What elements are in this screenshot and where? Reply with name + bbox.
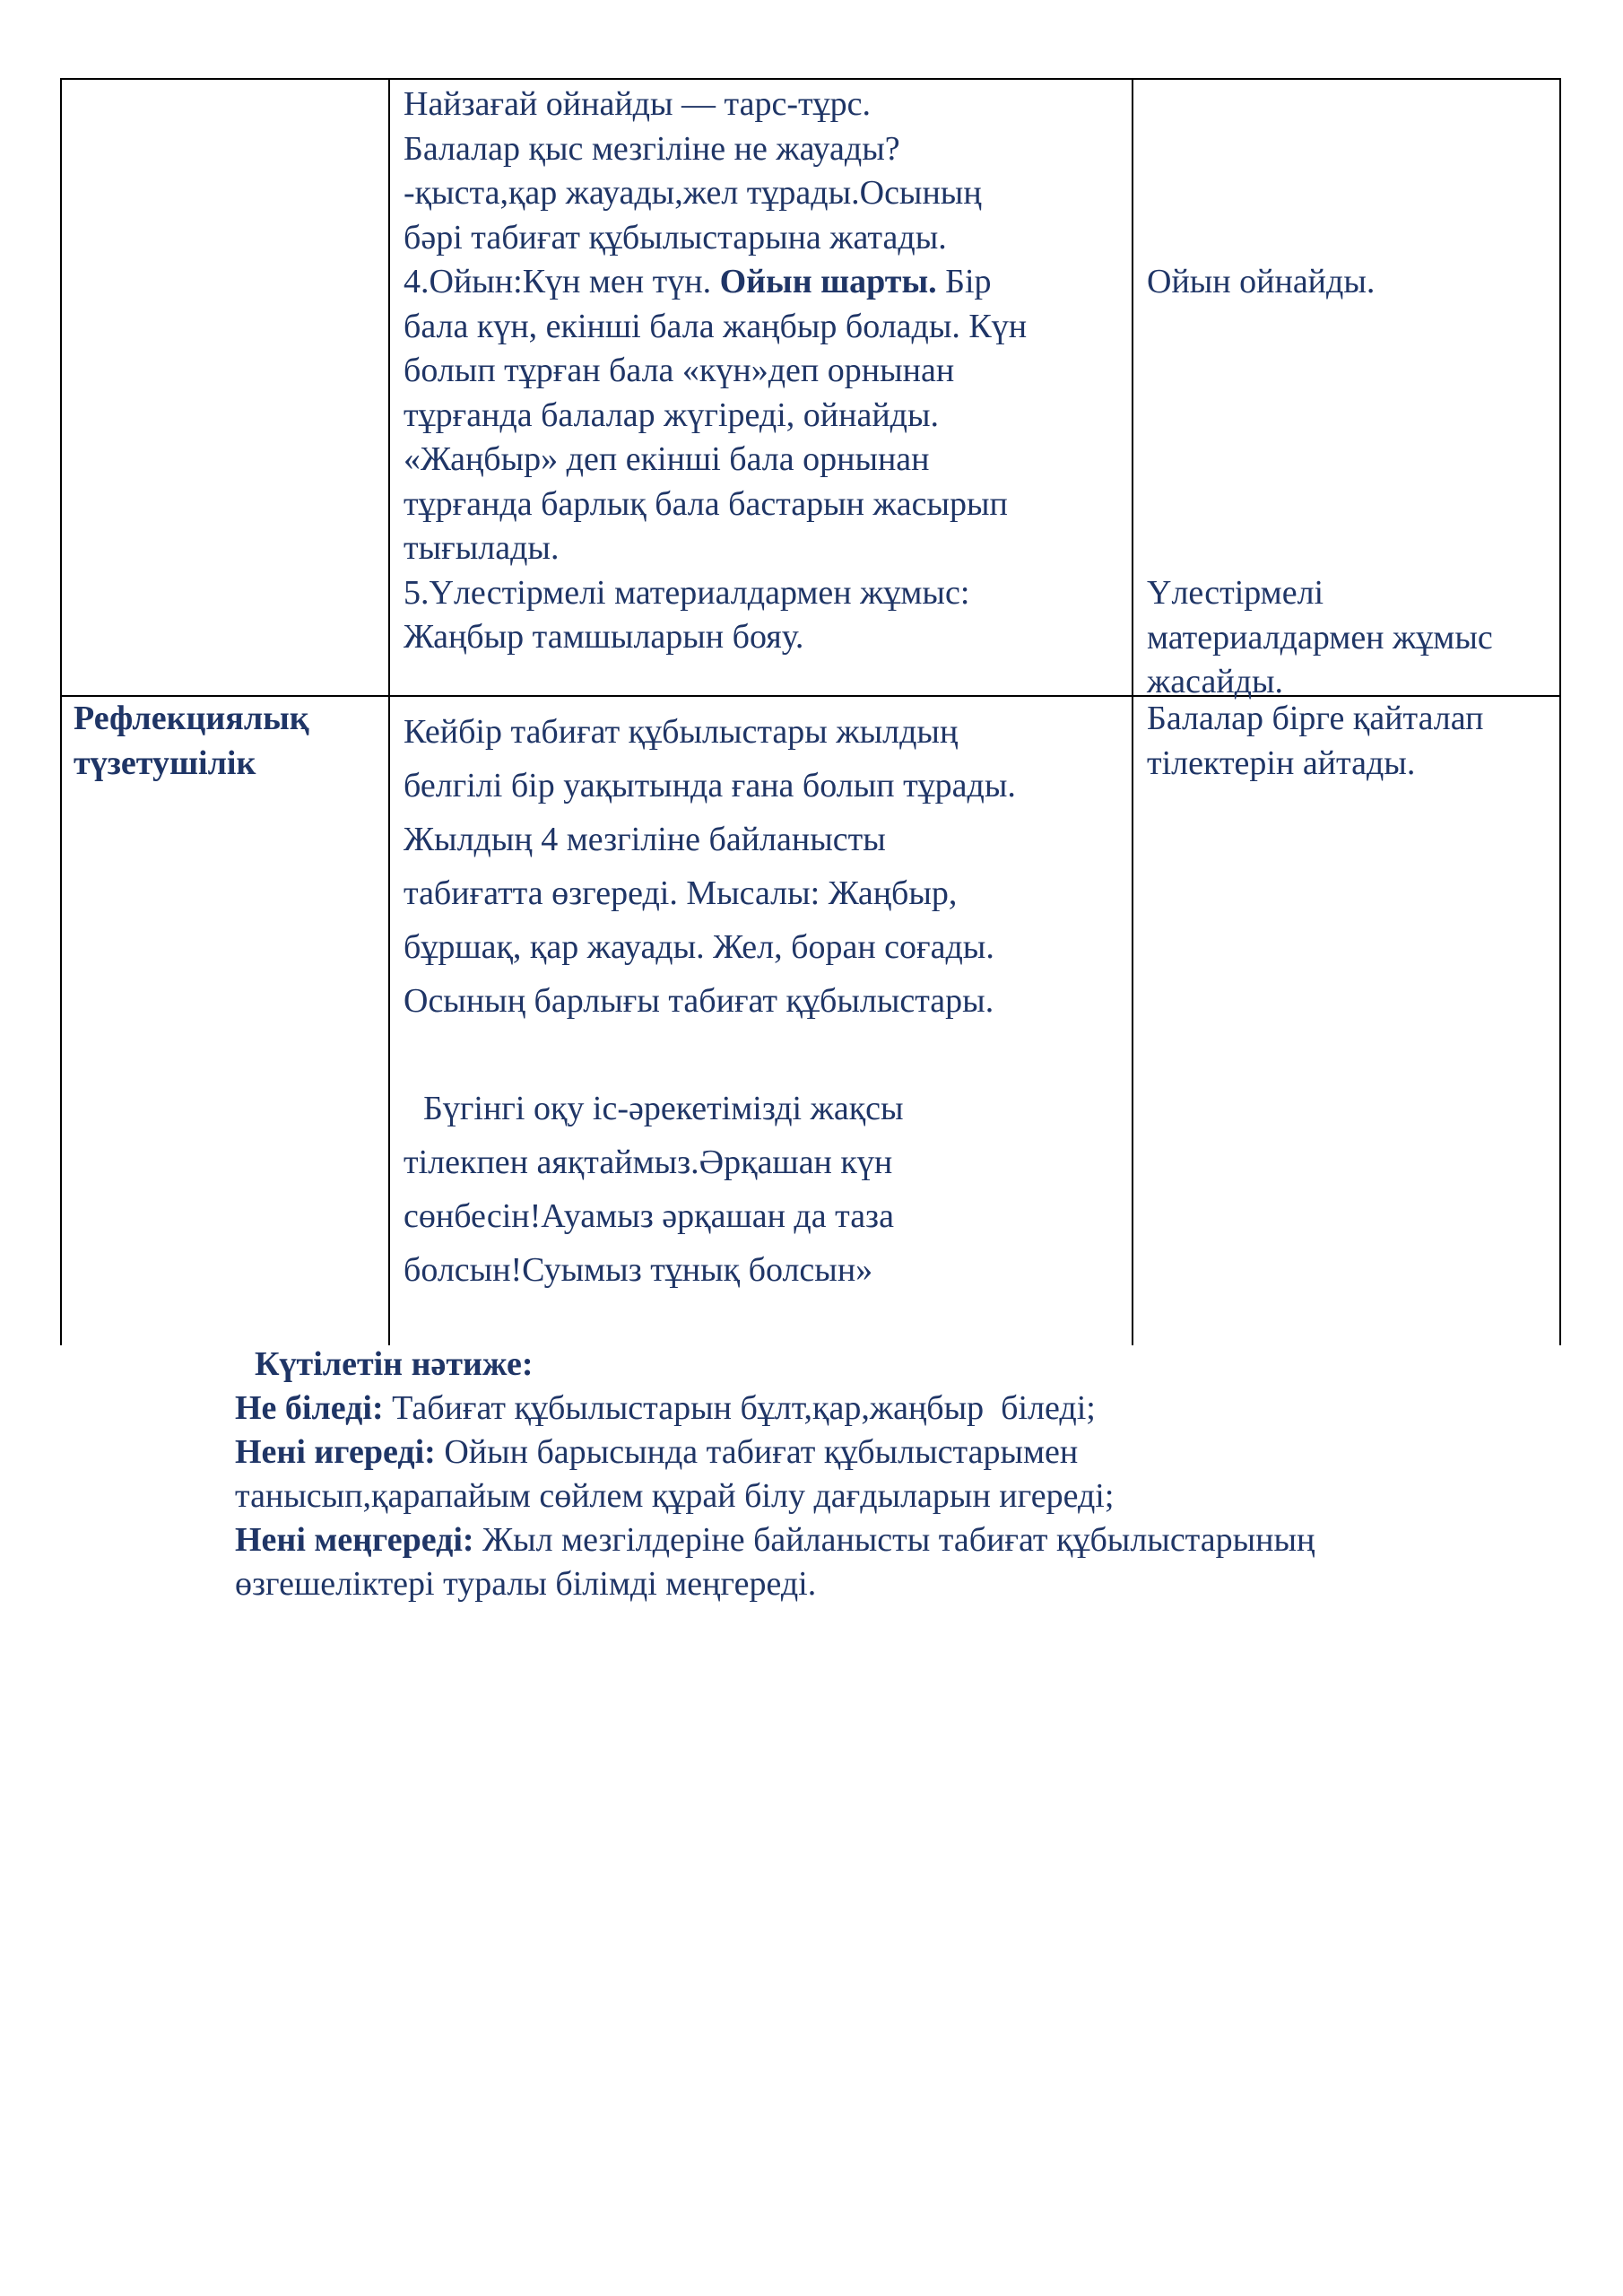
content-line: Жылдың 4 мезгіліне байланысты xyxy=(404,821,886,858)
knows-line xyxy=(235,1387,1315,1431)
game-line: болып тұрған бала «күн»деп орнынан xyxy=(404,352,955,389)
activity-line: Үлестірмелі xyxy=(1147,574,1324,612)
content-line: Балалар қыс мезгіліне не жауады? xyxy=(404,129,900,168)
table-col-divider-2 xyxy=(1132,78,1133,1345)
game-rule-label: Ойын шарты. xyxy=(719,263,937,300)
game-line: бала күн, екінші бала жаңбыр болады. Күн xyxy=(404,307,1028,345)
game-line: тұрғанда барлық бала бастарын жасырып xyxy=(404,484,1008,523)
blank-line xyxy=(404,1028,1016,1082)
row1-activity-play xyxy=(1147,260,1375,305)
lesson-table xyxy=(60,78,1561,1345)
activity-line: тілектерін айтады. xyxy=(1147,744,1416,782)
game-line: «Жаңбыр» деп екінші бала орнынан xyxy=(404,440,930,478)
learns-label: Нені игереді: xyxy=(235,1433,436,1471)
knows-label: Не біледі: xyxy=(235,1389,384,1427)
expected-results xyxy=(235,1343,1315,1606)
game-rule-start: Бір xyxy=(945,263,992,300)
row1-content-cell xyxy=(404,83,1027,660)
content-line: Бүгінгі оқу іс-әрекетімізді жақсы xyxy=(423,1090,904,1127)
learns-text: Ойын барысында табиғат құбылыстарымен xyxy=(444,1433,1079,1471)
game-intro: 4.Ойын:Күн мен түн. xyxy=(404,263,712,300)
task-line: Жаңбыр тамшыларын бояу. xyxy=(404,618,804,656)
learns-line-cont: танысып,қарапайым сөйлем құрай білу дағдыларын игереді; xyxy=(235,1477,1115,1515)
activity-line: жасайды. xyxy=(1147,663,1284,700)
game-line: тығылады. xyxy=(404,529,560,567)
activity-line: Балалар бірге қайталап xyxy=(1147,700,1484,737)
content-line: Осының барлығы табиғат құбылыстары. xyxy=(404,982,994,1020)
game-title-line xyxy=(404,260,1027,305)
content-line: болсын!Суымыз тұнық болсын» xyxy=(404,1251,873,1289)
table-left-border xyxy=(60,78,62,1345)
row2-content-cell xyxy=(404,705,1016,1297)
row1-activity-work xyxy=(1147,571,1493,705)
content-line: белгілі бір уақытында ғана болып тұрады. xyxy=(404,767,1016,804)
content-line: сөнбесін!Ауамыз әрқашан да таза xyxy=(404,1197,894,1235)
content-line: Найзағай ойнайды — тарс-тұрс. xyxy=(404,85,871,123)
masters-text: Жыл мезгілдеріне байланысты табиғат құбылыстарының xyxy=(482,1521,1315,1559)
row2-stage-label xyxy=(74,697,309,786)
table-right-border xyxy=(1559,78,1561,1345)
content-line: табиғатта өзгереді. Мысалы: Жаңбыр, xyxy=(404,874,958,912)
task-line: 5.Үлестірмелі материалдармен жұмыс: xyxy=(404,573,970,612)
table-top-border xyxy=(60,78,1561,80)
content-line: Кейбір табиғат құбылыстары жылдың xyxy=(404,713,959,751)
masters-label: Нені меңгереді: xyxy=(235,1521,474,1559)
stage-label-line: Рефлекциялық xyxy=(74,700,309,737)
stage-label-line: түзетушілік xyxy=(74,744,256,782)
masters-line xyxy=(235,1518,1315,1562)
table-col-divider-1 xyxy=(388,78,390,1345)
masters-line-cont: өзгешеліктері туралы білімді меңгереді. xyxy=(235,1565,817,1603)
knows-text: Табиғат құбылыстарын бұлт,қар,жаңбыр біледі; xyxy=(392,1389,1096,1427)
game-line: тұрғанда балалар жүгіреді, ойнайды. xyxy=(404,396,940,434)
content-line: тілекпен аяқтаймыз.Әрқашан күн xyxy=(404,1144,893,1181)
activity-line: Ойын ойнайды. xyxy=(1147,263,1376,300)
activity-line: материалдармен жұмыс xyxy=(1147,618,1493,657)
learns-line xyxy=(235,1431,1315,1474)
content-line: бәрі табиғат құбылыстарына жатады. xyxy=(404,218,947,257)
results-heading: Күтілетін нәтиже: xyxy=(255,1345,534,1383)
row2-activity-cell xyxy=(1147,697,1483,786)
content-line: бұршақ, қар жауады. Жел, боран соғады. xyxy=(404,928,994,966)
content-line: -қыста,қар жауады,жел тұрады.Осының xyxy=(404,174,982,212)
